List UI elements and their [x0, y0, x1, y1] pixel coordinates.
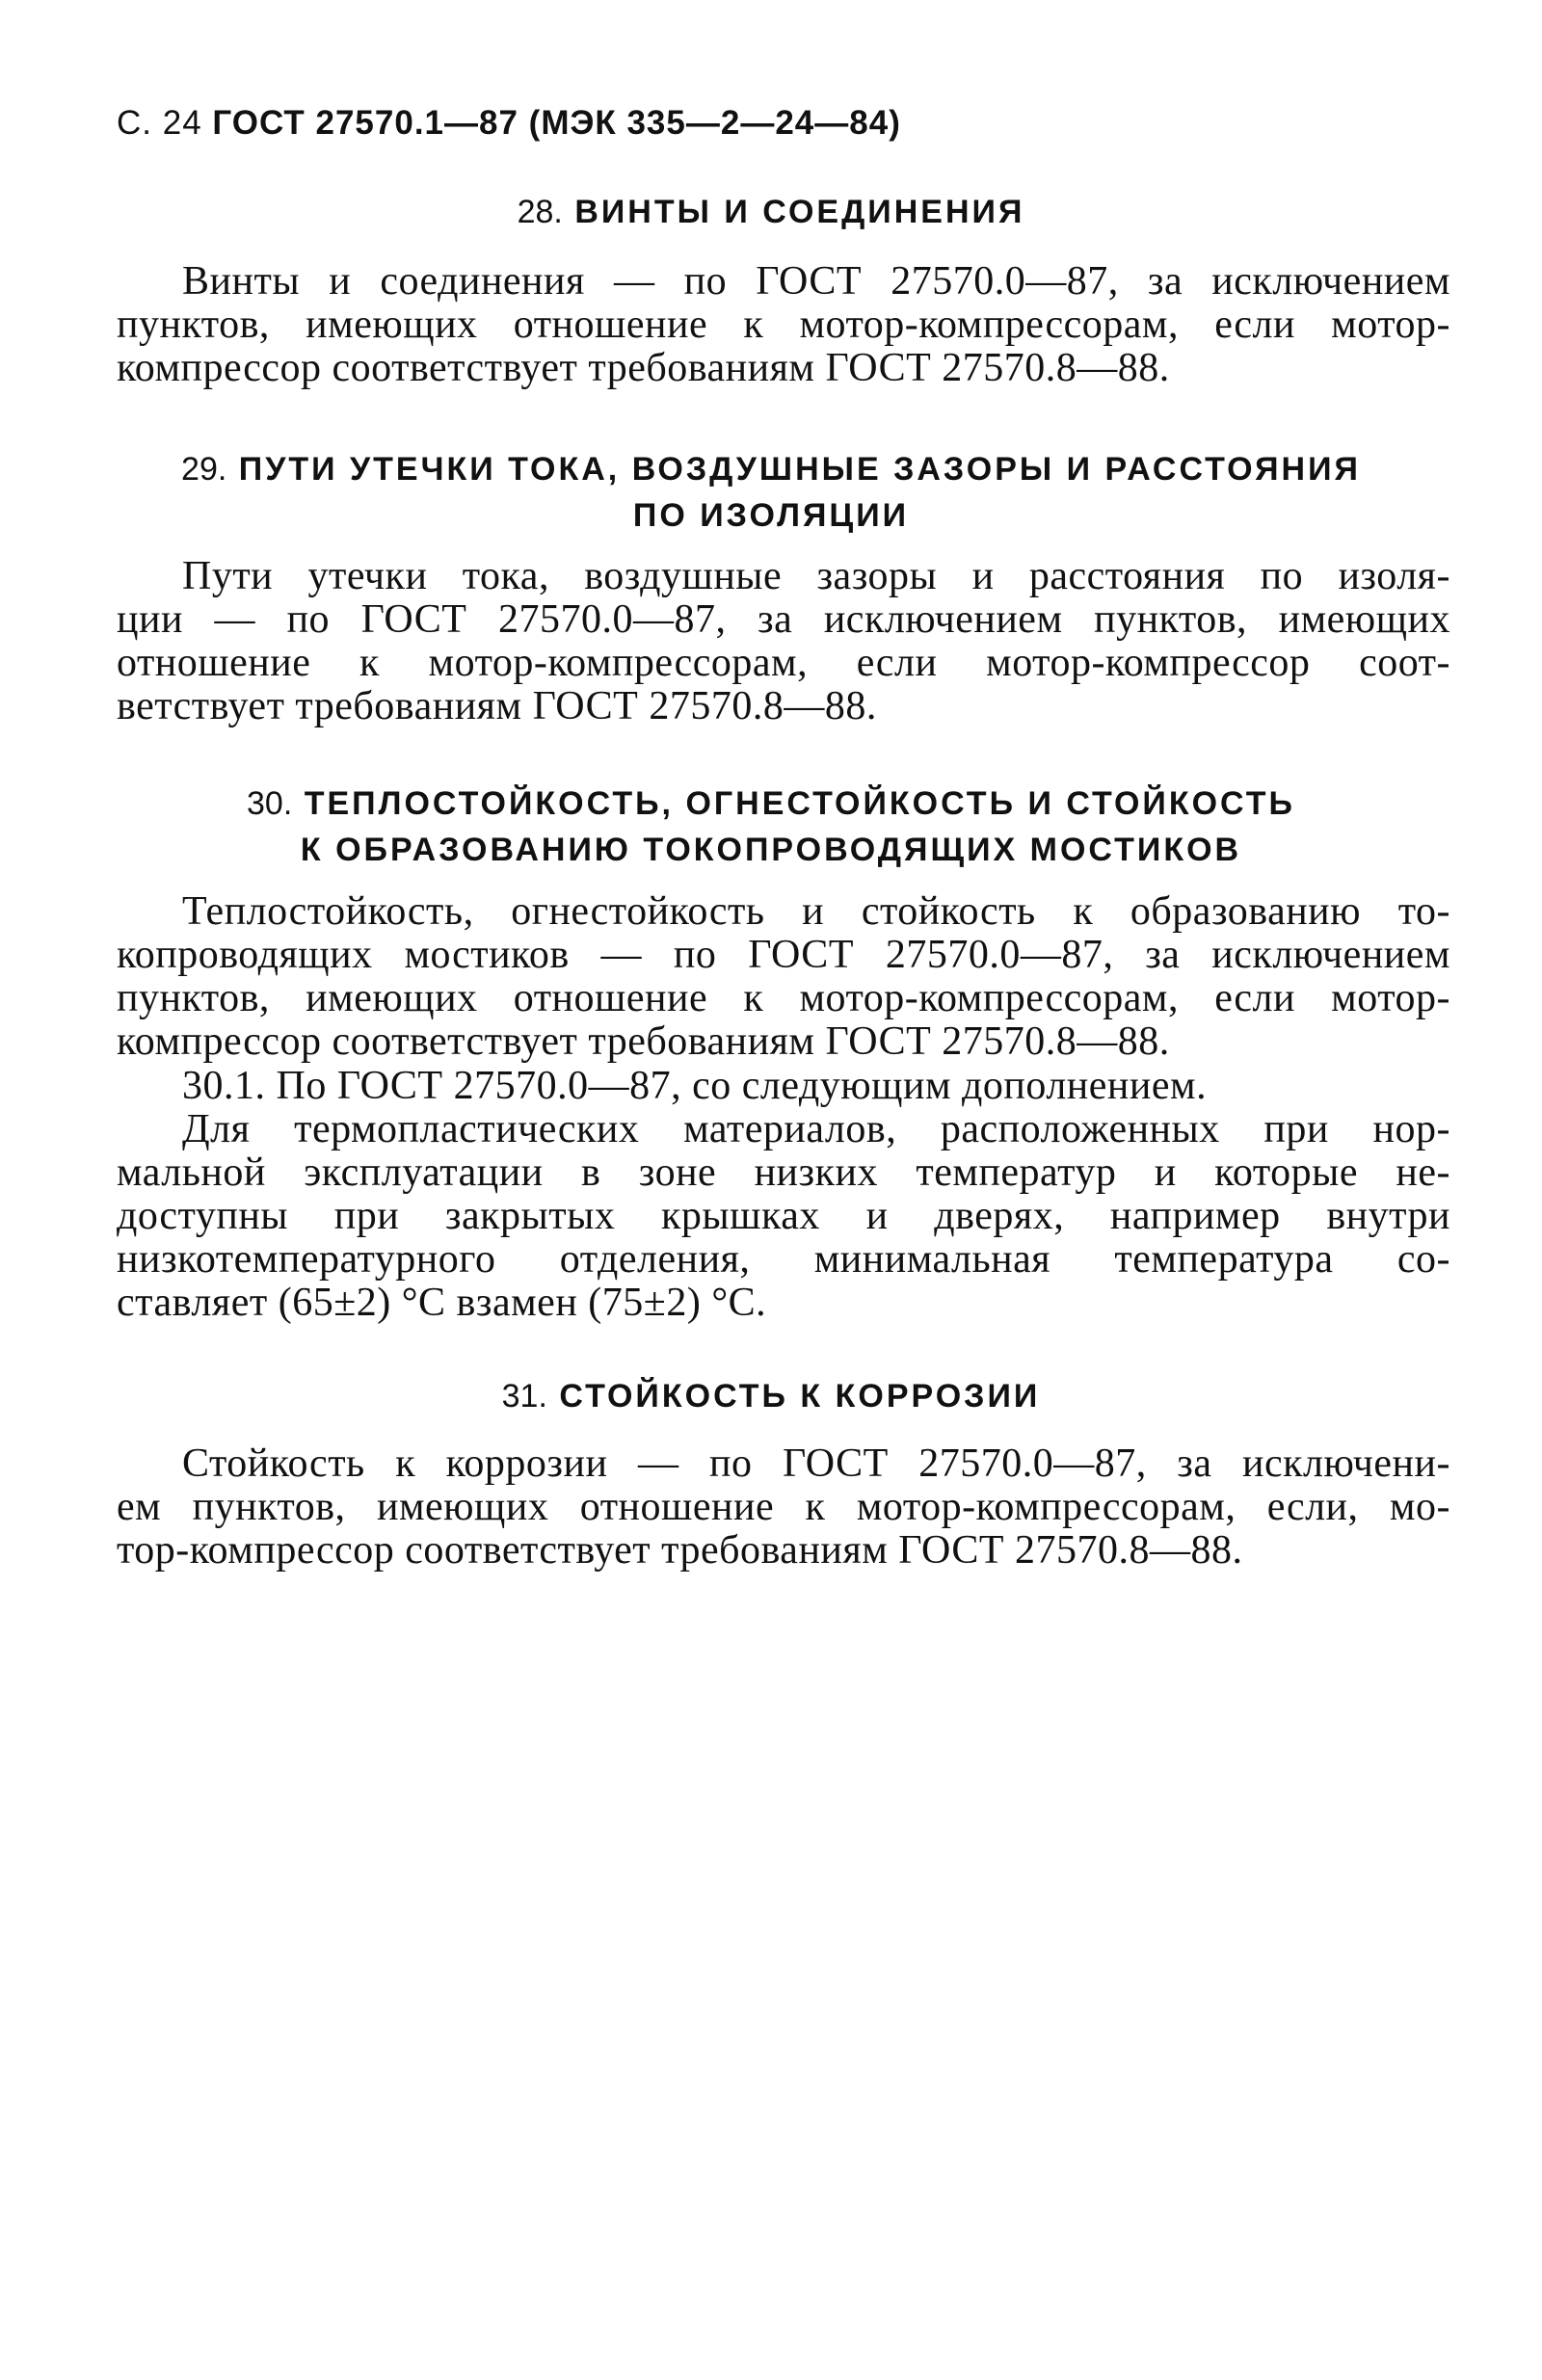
running-header	[117, 104, 901, 143]
section-heading: ТЕПЛОСТОЙКОСТЬ, ОГНЕСТОЙКОСТЬ И СТОЙКОСТЬ	[304, 785, 1295, 822]
text-line: пунктов, имеющих отношение к мотор-компрессорам, если мотор-	[117, 976, 1450, 1020]
text-line: копроводящих мостиков — по ГОСТ 27570.0—87, за исключением	[117, 933, 1450, 977]
text-line: отношение к мотор-компрессорам, если мотор-компрессор соот-	[117, 641, 1450, 685]
text-line: Стойкость к коррозии — по ГОСТ 27570.0—87, за исключени-	[182, 1441, 1450, 1486]
text-line: компрессор соответствует требованиям ГОСТ 27570.8—88.	[117, 346, 1170, 390]
section-31-title	[106, 1373, 1436, 1419]
section-heading: ПУТИ УТЕЧКИ ТОКА, ВОЗДУШНЫЕ ЗАЗОРЫ И РАССТОЯНИЯ	[238, 451, 1361, 488]
text-line: ции — по ГОСТ 27570.0—87, за исключением пунктов, имеющих	[117, 597, 1450, 642]
section-30-title	[106, 780, 1436, 873]
text-line: ем пунктов, имеющих отношение к мотор-компрессорам, если, мо-	[117, 1485, 1450, 1529]
section-number: 30.	[247, 785, 293, 822]
text-line: 30.1. По ГОСТ 27570.0—87, со следующим дополнением.	[182, 1064, 1208, 1108]
section-heading-continued: К ОБРАЗОВАНИЮ ТОКОПРОВОДЯЩИХ МОСТИКОВ	[300, 832, 1242, 868]
text-line: мальной эксплуатации в зоне низких температур и которые не-	[117, 1150, 1450, 1195]
section-number: 31.	[501, 1378, 547, 1415]
section-28-title	[106, 189, 1436, 235]
text-line: ставляет (65±2) °С взамен (75±2) °С.	[117, 1281, 767, 1325]
section-31-text	[117, 1442, 1450, 1573]
text-line: Пути утечки тока, воздушные зазоры и расстояния по изоля-	[182, 554, 1450, 598]
section-29-text	[117, 555, 1450, 728]
section-28-text	[117, 260, 1450, 390]
section-29-title	[106, 446, 1436, 539]
text-line: Теплостойкость, огнестойкость и стойкость к образованию то-	[182, 889, 1450, 934]
text-line: компрессор соответствует требованиям ГОСТ 27570.8—88.	[117, 1019, 1170, 1064]
section-number: 29.	[181, 451, 227, 488]
section-heading: ВИНТЫ И СОЕДИНЕНИЯ	[574, 194, 1025, 230]
text-line: тор-компрессор соответствует требованиям ГОСТ 27570.8—88.	[117, 1528, 1243, 1573]
standard-designation: ГОСТ 27570.1—87 (МЭК 335—2—24—84)	[212, 104, 901, 142]
clause-30-1-text	[117, 1065, 1450, 1325]
section-number: 28.	[517, 194, 563, 230]
text-line: низкотемпературного отделения, минимальная температура со-	[117, 1237, 1450, 1282]
text-line: ветствует требованиям ГОСТ 27570.8—88.	[117, 684, 877, 728]
section-heading: СТОЙКОСТЬ К КОРРОЗИИ	[559, 1378, 1041, 1415]
section-heading-continued: ПО ИЗОЛЯЦИИ	[632, 497, 910, 534]
section-30-text	[117, 890, 1450, 1064]
text-line: доступны при закрытых крышках и дверях, например внутри	[117, 1194, 1450, 1238]
text-line: Для термопластических материалов, расположенных при нор-	[182, 1107, 1450, 1151]
page-number: С. 24	[117, 104, 202, 142]
text-line: Винты и соединения — по ГОСТ 27570.0—87, за исключением	[182, 259, 1450, 304]
text-line: пунктов, имеющих отношение к мотор-компрессорам, если мотор-	[117, 303, 1450, 347]
